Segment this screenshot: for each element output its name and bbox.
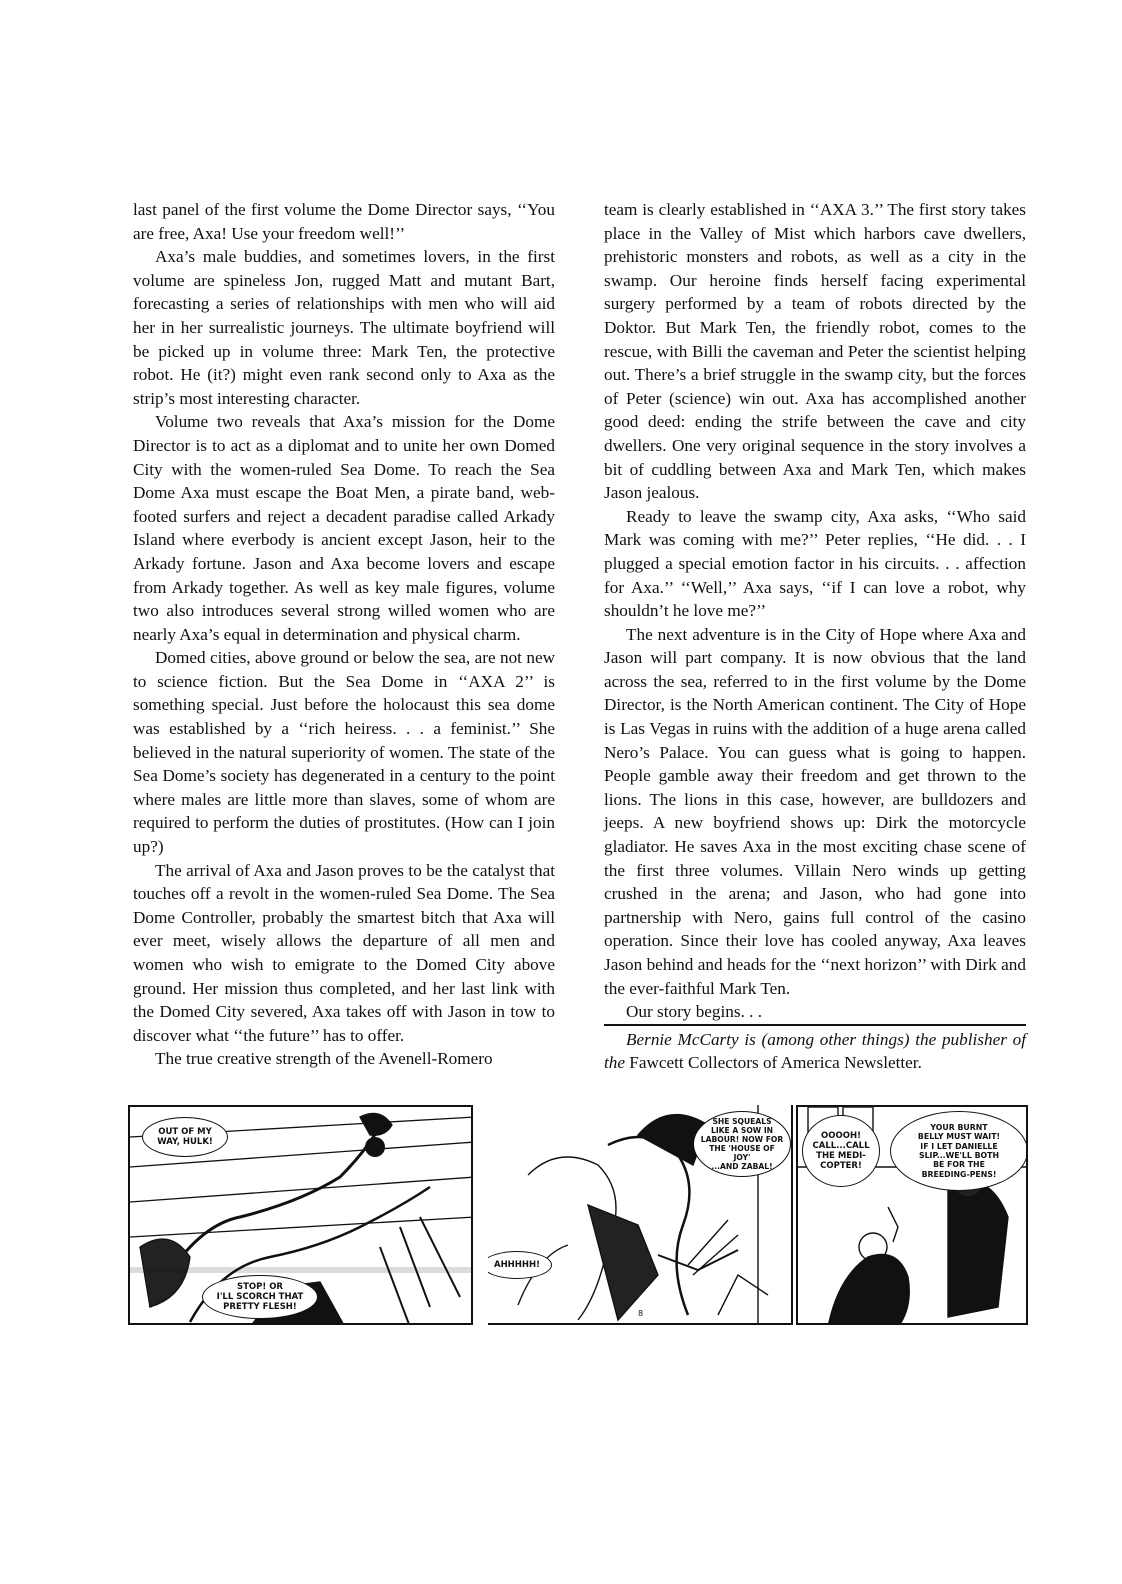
newsletter-name: Fawcett Collectors of America Newsletter. (625, 1053, 922, 1073)
speech-balloon: OUT OF MY WAY, HULK! (142, 1117, 228, 1157)
speech-balloon: SHE SQUEALS LIKE A SOW IN LABOUR! NOW FOR THE 'HOUSE OF JOY' ...AND ZABAL! (693, 1111, 791, 1177)
article-paragraph: team is clearly established in ‘‘AXA 3.’’ The first story takes place in the Valley of Mist which harbors cave dwellers, prehistoric monsters and robots, as well as a city in the swamp. Our heroine finds herself facing experimental surgery performed by a team of robots directed by the Doktor. But Mark Ten, the friendly robot, comes to the rescue, with Billi the caveman and Peter the scientist helping out. There’s a brief struggle in the swamp city, but the forces of Peter (science) win out. Axa has accomplished another good deed: ending the strife between the cave and city dwellers. One very original sequence in the story involves a bit of cuddling between Axa and Mark Ten, which makes Jason jealous. (604, 200, 1026, 503)
comic-panel-3 (796, 1105, 1028, 1325)
comic-panel-1 (128, 1105, 473, 1325)
article-left-column (133, 198, 555, 1071)
article-paragraph: Our story begins. . . (626, 1002, 763, 1022)
author-credit-italic: Bernie McCarty is (among other things) the publisher of the (604, 1029, 1026, 1073)
article-paragraph: The next adventure is in the City of Hope where Axa and Jason will part company. It is now obvious that the land across the sea, referred to in the first volume by the Dome Director, is the North American continent. The City of Hope is Las Vegas in ruins with the addition of a huge arena called Nero’s Palace. You can guess what is going to happen. People gamble away their freedom and get thrown to the lions. The lions in this case, however, are bulldozers and jeeps. A new boyfriend shows up: Dirk the motorcycle gladiator. He saves Axa in the most exciting chase scene of the first three volumes. Villain Nero winds up getting crushed in the arena; and Jason, who had gone into partnership with Nero, gains full control of the casino operation. Since their love has cooled anyway, Axa leaves Jason behind and heads for the ‘‘next horizon’’ with Dirk and the ever-faithful Mark Ten. (604, 624, 1026, 998)
article-paragraph: The true creative strength of the Avenell-Romero (155, 1049, 493, 1069)
author-credit (604, 1024, 1026, 1075)
article-paragraph: Volume two reveals that Axa’s mission for the Dome Director is to act as a diplomat and to unite her own Domed City with the women-ruled Sea Dome. To reach the Sea Dome Axa must escape the Boat Men, a pirate band, web-footed surfers and reject a decadent paradise called Arkady Island where everbody is ancient except Jason, heir to the Arkady fortune. Jason and Axa become lovers and escape from Arkady together. As well as key male figures, volume two also introduces several strong willed women who are nearly Axa’s equal in determination and physical charm. (133, 412, 555, 644)
speech-balloon: YOUR BURNT BELLY MUST WAIT! IF I LET DANIELLE SLIP...WE'LL BOTH BE FOR THE BREEDING-PENS! (890, 1111, 1028, 1191)
article-right-column (604, 198, 1026, 1075)
speech-balloon: OOOOH! CALL...CALL THE MEDI- COPTER! (802, 1115, 880, 1187)
article-paragraph: The arrival of Axa and Jason proves to be the catalyst that touches off a revolt in the women-ruled Sea Dome. The Sea Dome Controller, probably the smartest bitch that Axa will ever meet, wisely allows the departure of all men and women who wish to emigrate to the Domed City above ground. Her mission thus completed, and her last link with the Domed City severed, Axa takes off with Jason in tow to discover what ‘‘the future’’ has to offer. (133, 860, 555, 1045)
comic-panel-2 (488, 1105, 793, 1325)
comic-strip (128, 1105, 1028, 1325)
article-paragraph: Axa’s male buddies, and sometimes lovers, in the first volume are spineless Jon, rugged Matt and mutant Bart, forecasting a series of relationships with men who will aid her in her surrealistic journeys. The ultimate boyfriend will be picked up in volume three: Mark Ten, the protective robot. He (it?) might even rank second only to Axa as the strip’s most interesting character. (133, 247, 555, 408)
article-paragraph: Ready to leave the swamp city, Axa asks, ‘‘Who said Mark was coming with me?’’ Peter replies, ‘‘He did. . . I plugged a special emotion factor in his circuits. . . affection for Axa.’’ ‘‘Well,’’ Axa says, ‘‘if I can love a robot, why shouldn’t he love me?’’ (604, 506, 1026, 621)
article-paragraph: last panel of the first volume the Dome Director says, ‘‘You are free, Axa! Use your freedom well!’’ (133, 200, 555, 243)
panel-number: 8 (638, 1309, 644, 1318)
article-paragraph: Domed cities, above ground or below the sea, are not new to science fiction. But the Sea Dome in ‘‘AXA 2’’ is something special. Just before the holocaust this sea dome was established by a ‘‘rich heiress. . . a feminist.’’ She believed in the natural superiority of women. The state of the Sea Dome’s society has degenerated in a century to the point where males are little more than slaves, some of whom are required to perform the duties of prostitutes. (How can I join up?) (133, 648, 555, 857)
speech-balloon: AHHHHH! (488, 1251, 552, 1279)
speech-balloon: STOP! OR I'LL SCORCH THAT PRETTY FLESH! (202, 1275, 318, 1319)
